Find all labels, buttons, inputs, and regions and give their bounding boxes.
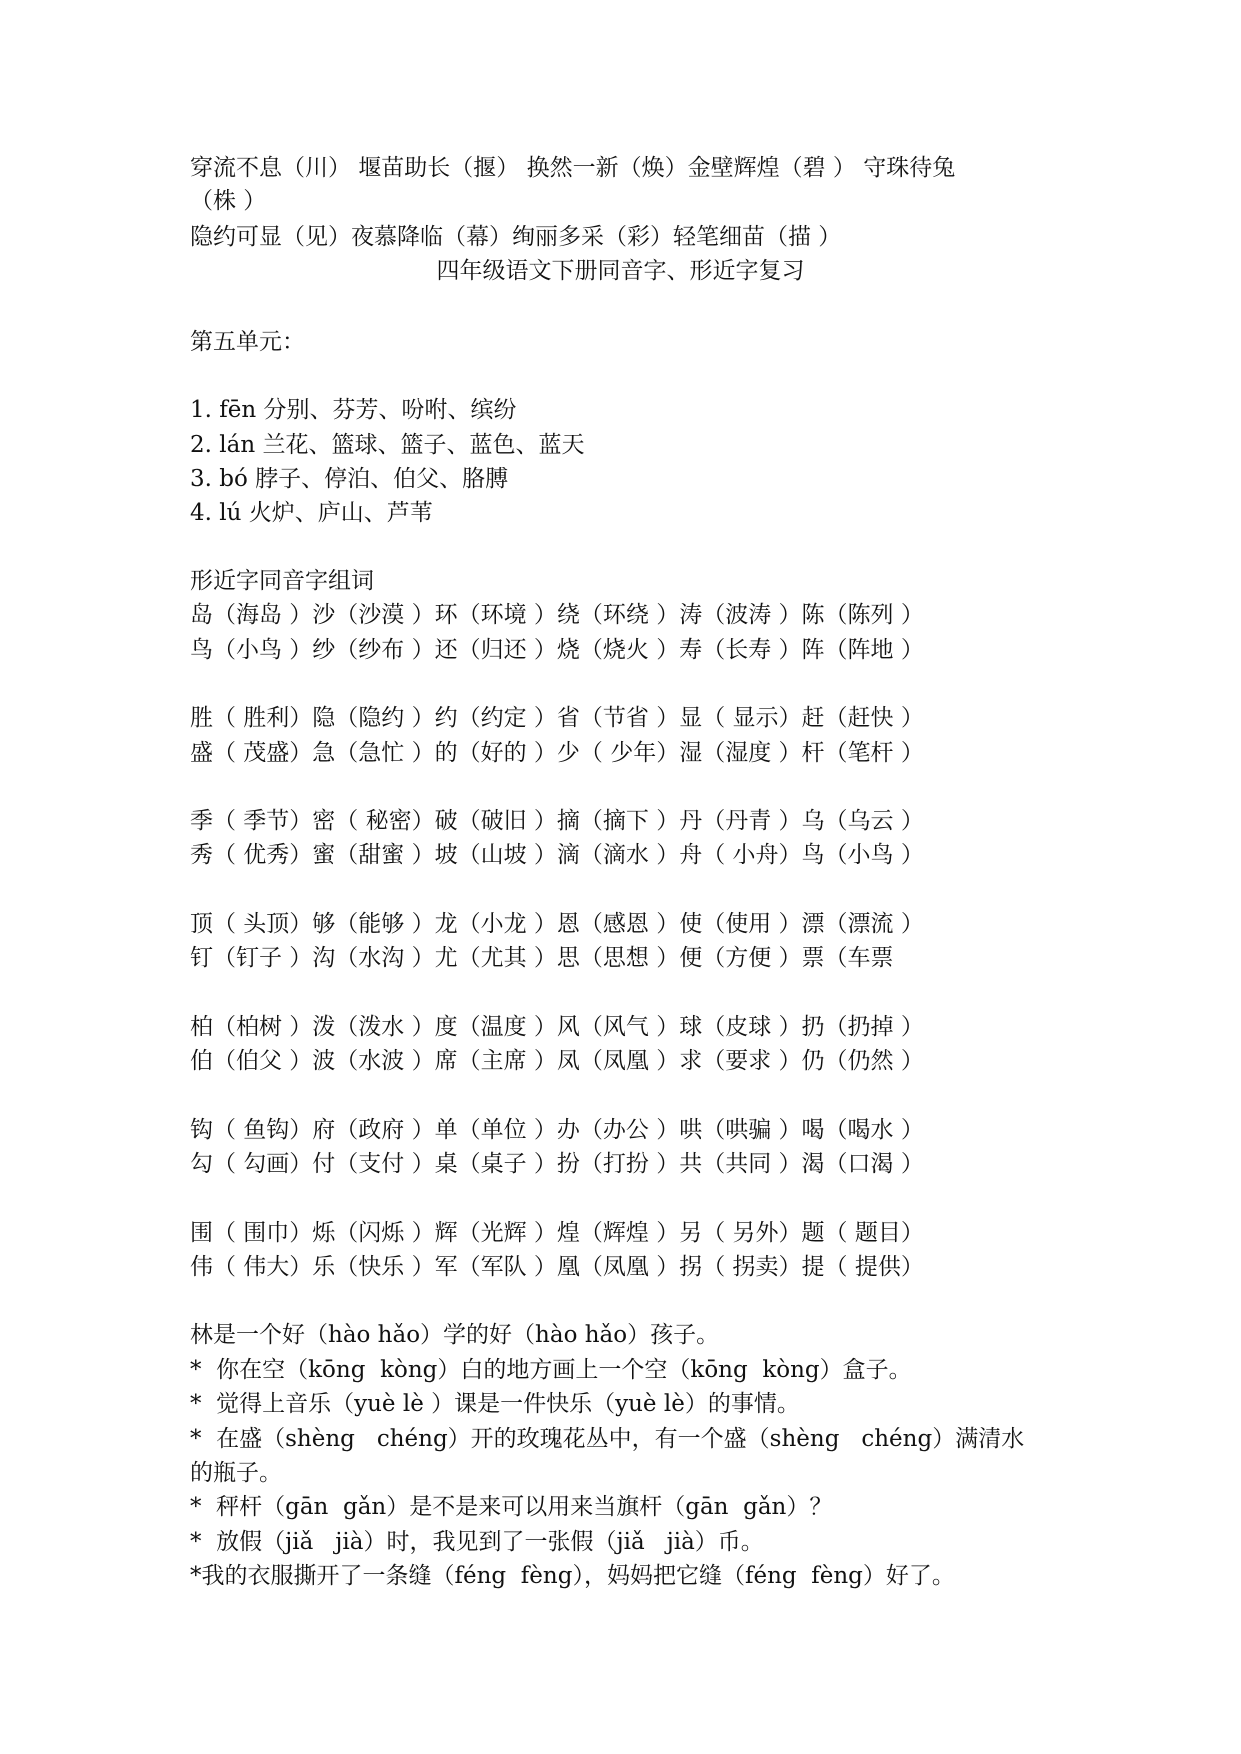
- polyphone-line-7: * 放假（jiǎ jià）时，我见到了一张假（jiǎ jià）币。: [190, 1529, 764, 1555]
- word-pair-2-bottom: 盛（ 茂盛）急（急忙 ）的（好的 ）少（ 少年）湿（湿度 ）杆（笔杆 ）: [190, 740, 924, 766]
- idiom-line-2: （株 ）: [190, 188, 267, 214]
- word-pair-7-bottom: 伟（ 伟大）乐（快乐 ）军（军队 ）凰（凤凰 ）拐（ 拐卖）提（ 提供）: [190, 1254, 924, 1280]
- polyphone-line-2: * 你在空（kōng kòng）白的地方画上一个空（kōng kòng）盒子。: [190, 1357, 912, 1383]
- word-pair-5-top: 柏（柏树 ）泼（泼水 ）度（温度 ）风（风气 ）球（皮球 ）扔（扔掉 ）: [190, 1014, 924, 1040]
- word-pair-7-top: 围（ 围巾）烁（闪烁 ）辉（光辉 ）煌（辉煌 ）另（ 另外）题（ 题目）: [190, 1220, 924, 1246]
- polyphone-line-6: * 秤杆（gān gǎn）是不是来可以用来当旗杆（gān gǎn）？: [190, 1494, 833, 1520]
- word-pair-2-top: 胜（ 胜利）隐（隐约 ）约（约定 ）省（节省 ）显（ 显示）赶（赶快 ）: [190, 705, 924, 731]
- word-pair-3-bottom: 秀（ 优秀）蜜（甜蜜 ）坡（山坡 ）滴（滴水 ）舟（ 小舟）鸟（小鸟 ）: [190, 842, 924, 868]
- polyphone-line-3: * 觉得上音乐（yuè lè ）课是一件快乐（yuè lè）的事情。: [190, 1391, 800, 1417]
- homophone-item-4: 4. lú 火炉、庐山、芦苇: [190, 500, 433, 526]
- word-pair-4-top: 顶（ 头顶）够（能够 ）龙（小龙 ）恩（感恩 ）使（使用 ）漂（漂流 ）: [190, 911, 924, 937]
- homophone-item-1: 1. fēn 分别、芬芳、吩咐、缤纷: [190, 397, 517, 423]
- polyphone-line-4: * 在盛（shèng chéng）开的玫瑰花丛中，有一个盛（shèng chéng）满清水: [190, 1426, 1025, 1452]
- word-pair-3-top: 季（ 季节）密（ 秘密）破（破旧 ）摘（摘下 ）丹（丹青 ）乌（乌云 ）: [190, 808, 924, 834]
- word-pair-6-bottom: 勾（ 勾画）付（支付 ）桌（桌子 ）扮（打扮 ）共（共同 ）渴（口渴 ）: [190, 1151, 924, 1177]
- homophone-item-3: 3. bó 脖子、停泊、伯父、胳膊: [190, 466, 509, 492]
- polyphone-line-5: 的瓶子。: [190, 1460, 282, 1486]
- document-title: 四年级语文下册同音字、形近字复习: [436, 258, 805, 284]
- word-pair-4-bottom: 钉（钉子 ）沟（水沟 ）尤（尤其 ）思（思想 ）便（方便 ）票（车票: [190, 945, 894, 971]
- word-pair-1-bottom: 鸟（小鸟 ）纱（纱布 ）还（归还 ）烧（烧火 ）寿（长寿 ）阵（阵地 ）: [190, 637, 924, 663]
- word-pair-1-top: 岛（海岛 ）沙（沙漠 ）环（环境 ）绕（环绕 ）涛（波涛 ）陈（陈列 ）: [190, 602, 924, 628]
- polyphone-line-1: 林是一个好（hào hǎo）学的好（hào hǎo）孩子。: [190, 1322, 720, 1348]
- unit-heading: 第五单元：: [190, 329, 305, 355]
- homophone-item-2: 2. lán 兰花、篮球、篮子、蓝色、蓝天: [190, 432, 585, 458]
- polyphone-line-8: *我的衣服撕开了一条缝（féng fèng），妈妈把它缝（féng fèng）好了。: [190, 1563, 955, 1589]
- section-heading: 形近字同音字组词: [190, 568, 374, 594]
- idiom-line-3: 隐约可显（见）夜慕降临（幕）绚丽多采（彩）轻笔细苗（描 ）: [190, 224, 842, 250]
- word-pair-6-top: 钩（ 鱼钩）府（政府 ）单（单位 ）办（办公 ）哄（哄骗 ）喝（喝水 ）: [190, 1117, 924, 1143]
- word-pair-5-bottom: 伯（伯父 ）波（水波 ）席（主席 ）凤（凤凰 ）求（要求 ）仍（仍然 ）: [190, 1048, 924, 1074]
- idiom-line-1: 穿流不息（川） 堰苗助长（揠） 换然一新（焕）金壁辉煌（碧 ） 守珠待兔: [190, 155, 956, 181]
